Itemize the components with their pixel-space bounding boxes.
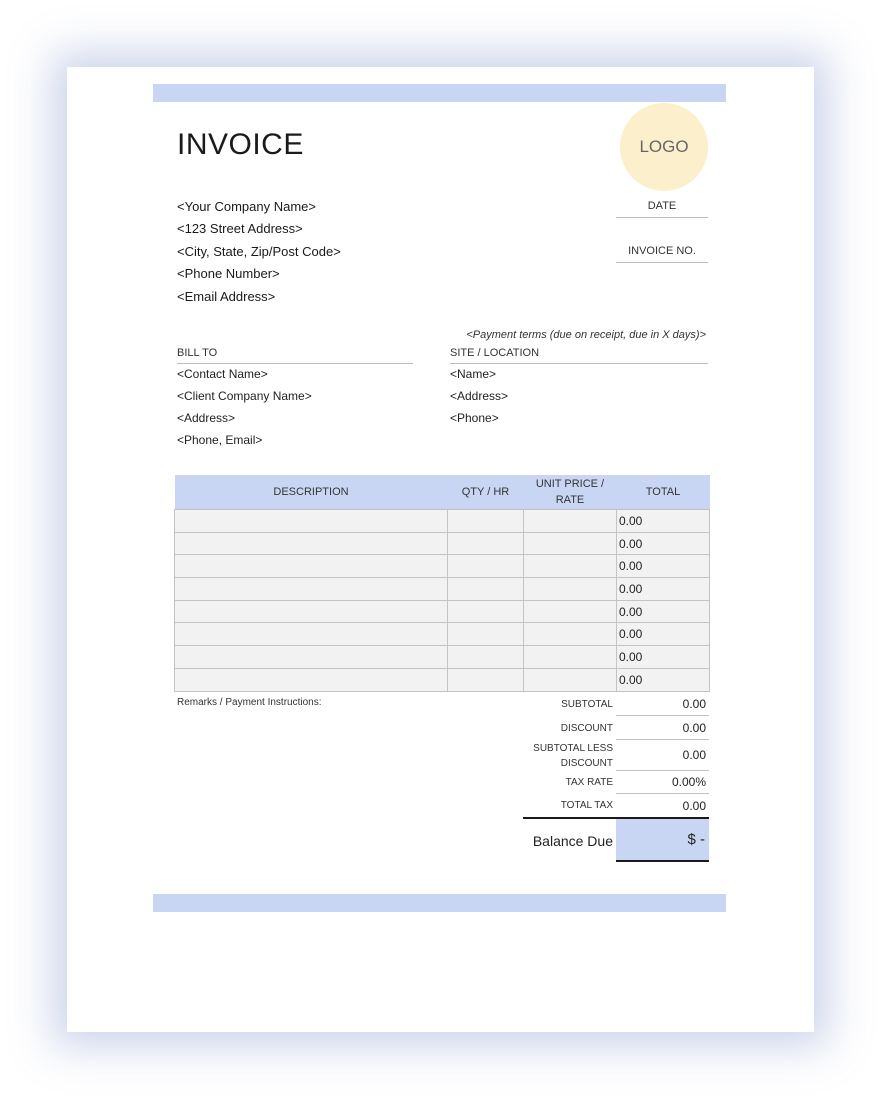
company-street[interactable]: <123 Street Address>: [177, 221, 303, 237]
unit-price-cell[interactable]: [524, 555, 617, 578]
site-details: [450, 366, 508, 432]
total-cell: 0.00: [617, 600, 710, 623]
unit-price-cell[interactable]: [524, 668, 617, 691]
table-row: [175, 623, 710, 646]
total-cell: 0.00: [617, 555, 710, 578]
site-name[interactable]: <Name>: [450, 367, 497, 381]
site-phone[interactable]: <Phone>: [450, 411, 499, 425]
subtotal-less-discount-line2: DISCOUNT: [560, 757, 613, 769]
bill-to-heading: BILL TO: [177, 347, 413, 364]
header-unit-price-line1: UNIT PRICE /: [535, 478, 605, 490]
bottom-accent-band: [153, 894, 726, 912]
header-unit-price: [524, 475, 617, 510]
description-cell[interactable]: [175, 623, 448, 646]
total-cell: 0.00: [617, 646, 710, 669]
header-total: TOTAL: [617, 475, 710, 510]
tax-rate-row: [523, 771, 709, 794]
description-cell[interactable]: [175, 532, 448, 555]
bill-to-company[interactable]: <Client Company Name>: [177, 389, 312, 403]
top-accent-band: [153, 84, 726, 102]
table-row: [175, 578, 710, 601]
total-tax-label: TOTAL TAX: [560, 800, 613, 811]
tax-rate-value[interactable]: 0.00%: [616, 771, 709, 794]
site-location-heading: SITE / LOCATION: [450, 347, 708, 364]
header-qty: QTY / HR: [448, 475, 524, 510]
qty-cell[interactable]: [448, 623, 524, 646]
total-cell: 0.00: [617, 578, 710, 601]
description-cell[interactable]: [175, 600, 448, 623]
table-row: [175, 555, 710, 578]
bill-to-phone-email[interactable]: <Phone, Email>: [177, 433, 263, 447]
table-row: [175, 532, 710, 555]
qty-cell[interactable]: [448, 646, 524, 669]
date-field[interactable]: DATE: [616, 200, 708, 218]
remarks-label: Remarks / Payment Instructions:: [177, 697, 322, 708]
subtotal-less-discount-line1: SUBTOTAL LESS: [533, 742, 613, 754]
subtotal-label: SUBTOTAL: [561, 699, 613, 710]
header-description: DESCRIPTION: [175, 475, 448, 510]
bill-to-contact[interactable]: <Contact Name>: [177, 367, 268, 381]
tax-rate-label: TAX RATE: [565, 777, 613, 788]
total-cell: 0.00: [617, 532, 710, 555]
subtotal-less-discount-row: [523, 740, 709, 771]
invoice-number-field[interactable]: INVOICE NO.: [616, 245, 708, 263]
subtotal-row: [523, 693, 709, 716]
description-cell[interactable]: [175, 578, 448, 601]
discount-value[interactable]: 0.00: [616, 716, 709, 740]
unit-price-cell[interactable]: [524, 510, 617, 533]
balance-due-label: Balance Due: [532, 832, 613, 849]
table-header-row: [175, 475, 710, 510]
unit-price-cell[interactable]: [524, 600, 617, 623]
total-cell: 0.00: [617, 668, 710, 691]
summary-block: [523, 693, 709, 817]
qty-cell[interactable]: [448, 555, 524, 578]
total-tax-row: [523, 794, 709, 817]
company-name[interactable]: <Your Company Name>: [177, 199, 316, 214]
discount-row: [523, 716, 709, 740]
table-row: [175, 668, 710, 691]
balance-due-row: [523, 817, 709, 862]
balance-due-value: $ -: [616, 819, 709, 862]
qty-cell[interactable]: [448, 510, 524, 533]
description-cell[interactable]: [175, 510, 448, 533]
discount-label: DISCOUNT: [560, 722, 613, 734]
unit-price-cell[interactable]: [524, 578, 617, 601]
qty-cell[interactable]: [448, 600, 524, 623]
table-row: [175, 510, 710, 533]
site-address[interactable]: <Address>: [450, 389, 509, 403]
qty-cell[interactable]: [448, 668, 524, 691]
subtotal-less-discount-label: [523, 741, 616, 771]
payment-terms[interactable]: <Payment terms (due on receipt, due in X days)>: [466, 329, 706, 341]
unit-price-cell[interactable]: [524, 646, 617, 669]
company-info: [177, 197, 341, 309]
total-cell: 0.00: [617, 510, 710, 533]
description-cell[interactable]: [175, 555, 448, 578]
unit-price-cell[interactable]: [524, 623, 617, 646]
header-unit-price-line2: RATE: [555, 494, 585, 506]
invoice-title: INVOICE: [177, 128, 304, 161]
table-row: [175, 646, 710, 669]
company-city[interactable]: <City, State, Zip/Post Code>: [177, 243, 341, 259]
line-items-table: [174, 475, 710, 692]
qty-cell[interactable]: [448, 532, 524, 555]
company-email[interactable]: <Email Address>: [177, 288, 276, 304]
bill-to-details: [177, 366, 312, 454]
logo-placeholder: LOGO: [620, 103, 708, 191]
description-cell[interactable]: [175, 668, 448, 691]
subtotal-value: 0.00: [616, 693, 709, 716]
qty-cell[interactable]: [448, 578, 524, 601]
bill-to-address[interactable]: <Address>: [177, 411, 236, 425]
total-cell: 0.00: [617, 623, 710, 646]
table-row: [175, 600, 710, 623]
subtotal-less-discount-value: 0.00: [616, 740, 709, 771]
unit-price-cell[interactable]: [524, 532, 617, 555]
total-tax-value: 0.00: [682, 798, 706, 813]
company-phone[interactable]: <Phone Number>: [177, 266, 280, 282]
description-cell[interactable]: [175, 646, 448, 669]
